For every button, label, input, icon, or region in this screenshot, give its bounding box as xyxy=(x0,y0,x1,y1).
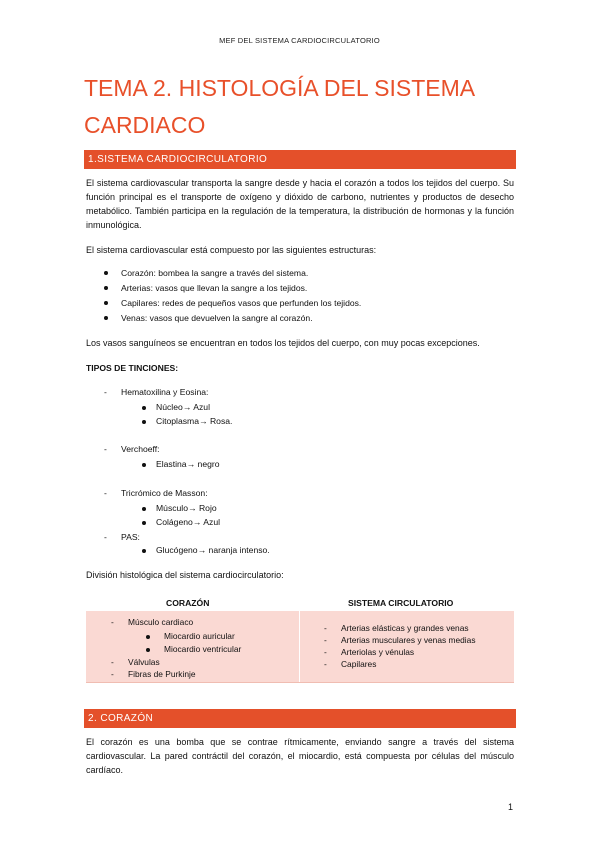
running-header: MEF DEL SISTEMA CARDIOCIRCULATORIO xyxy=(219,36,380,45)
structures-list xyxy=(100,266,500,326)
stain-result: Glucógeno→ naranja intenso. xyxy=(142,545,270,555)
section-heading-2: 2. CORAZÓN xyxy=(84,709,516,728)
bullet-icon xyxy=(146,648,150,652)
table-cell-valves: Válvulas xyxy=(128,657,160,667)
table-cell-circulatory: Arteriolas y vénulas xyxy=(341,647,415,657)
table-cell-circulatory: Arterias elásticas y grandes venas xyxy=(341,623,469,633)
stain-name: Verchoeff: xyxy=(121,444,160,454)
division-intro: División histológica del sistema cardiocirculatorio: xyxy=(86,570,284,580)
stain-name: PAS: xyxy=(121,532,140,542)
stain-result: Músculo→ Rojo xyxy=(142,503,217,513)
stain-result: Colágeno→ Azul xyxy=(142,517,220,527)
dash-marker: - xyxy=(324,623,327,633)
stain-name: Tricrómico de Masson: xyxy=(121,488,208,498)
list-item: Venas: vasos que devuelven la sangre al corazón. xyxy=(100,311,500,326)
bullet-icon xyxy=(142,463,146,467)
list-item: Corazón: bombea la sangre a través del sistema. xyxy=(100,266,500,281)
stain-result: Elastina→ negro xyxy=(142,459,220,469)
dash-marker: - xyxy=(111,669,114,679)
table-cell-circulatory: Arterias musculares y venas medias xyxy=(341,635,476,645)
heart-paragraph: El corazón es una bomba que se contrae rítmicamente, enviando sangre a través del sistema cardiovascular. La pared contráctil del corazón, el miocardio, está compuesta por células del músculo cardíaco. xyxy=(86,737,514,775)
page-number: 1 xyxy=(508,802,514,812)
dash-marker: - xyxy=(324,635,327,645)
dash-marker: - xyxy=(104,444,107,454)
table-cell-miocardio-ventricular: Miocardio ventricular xyxy=(164,644,242,654)
bullet-icon xyxy=(104,301,108,305)
stain-name: Hematoxilina y Eosina: xyxy=(121,387,209,397)
bullet-icon xyxy=(142,507,146,511)
bullet-icon xyxy=(146,635,150,639)
bullet-icon xyxy=(104,271,108,275)
list-item: Capilares: redes de pequeños vasos que perfunden los tejidos. xyxy=(100,296,500,311)
dash-marker: - xyxy=(324,659,327,669)
dash-marker: - xyxy=(104,488,107,498)
table-cell-muscle: Músculo cardiaco xyxy=(128,617,194,627)
list-item: Arterias: vasos que llevan la sangre a los tejidos. xyxy=(100,281,500,296)
bullet-icon xyxy=(104,316,108,320)
table-cell-miocardio-auricular: Miocardio auricular xyxy=(164,631,235,641)
dash-marker: - xyxy=(111,617,114,627)
table-cell-circulatory: Capilares xyxy=(341,659,377,669)
bullet-icon xyxy=(142,420,146,424)
bullet-icon xyxy=(142,549,146,553)
table-cell-purkinje: Fibras de Purkinje xyxy=(128,669,196,679)
division-table-body xyxy=(86,611,514,683)
section-heading-1: 1.SISTEMA CARDIOCIRCULATORIO xyxy=(84,150,516,169)
vessels-note: Los vasos sanguíneos se encuentran en todos los tejidos del cuerpo, con muy pocas excepciones. xyxy=(86,338,480,348)
title-line-1: TEMA 2. HISTOLOGÍA DEL SISTEMA xyxy=(84,75,476,101)
structures-intro: El sistema cardiovascular está compuesto por las siguientes estructuras: xyxy=(86,245,377,255)
stain-result: Citoplasma→ Rosa. xyxy=(142,416,232,426)
title-line-2: CARDIACO xyxy=(84,112,206,138)
column-header-corazon: CORAZÓN xyxy=(166,598,210,608)
dash-marker: - xyxy=(104,532,107,542)
dash-marker: - xyxy=(111,657,114,667)
intro-paragraph: El sistema cardiovascular transporta la sangre desde y hacia el corazón a todos los tejidos del cuerpo. Su función principal es el transporte de oxígeno y dióxido de carbono, nutrientes y productos de desecho metabólico. También participa en la regulación de la temperatura, la distribución de hormonas y la función inmunológica. xyxy=(86,178,514,230)
bullet-icon xyxy=(104,286,108,290)
stain-result: Núcleo→ Azul xyxy=(142,402,210,412)
dash-marker: - xyxy=(324,647,327,657)
page-title xyxy=(84,70,524,144)
column-header-circulatorio: SISTEMA CIRCULATORIO xyxy=(348,598,454,608)
bullet-icon xyxy=(142,521,146,525)
dash-marker: - xyxy=(104,387,107,397)
stains-heading: TIPOS DE TINCIONES: xyxy=(86,363,179,373)
bullet-icon xyxy=(142,406,146,410)
column-divider xyxy=(299,611,300,682)
